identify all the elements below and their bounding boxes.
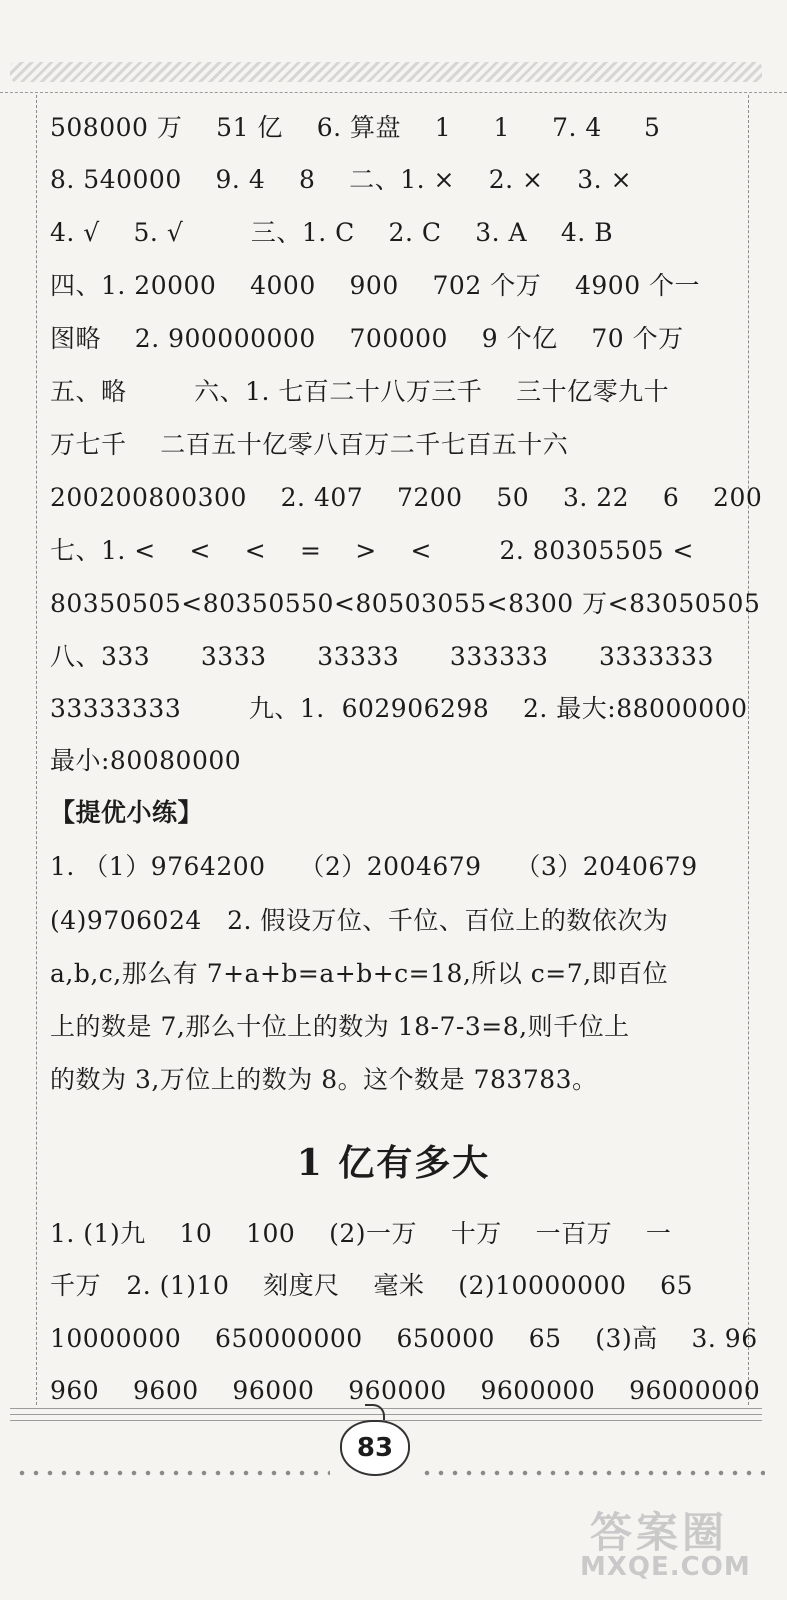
answer-line-16: (4)9706024 2. 假设万位、千位、百位上的数依次为 [50, 906, 669, 935]
watermark-cn: 答案圈 [590, 1508, 729, 1557]
watermark-logo [560, 1500, 780, 1590]
answer-line-8: 200200800300 2. 407 7200 50 3. 22 6 200 [50, 483, 763, 512]
answer-line-3: 4. √ 5. √ 三、1. C 2. C 3. A 4. B [50, 218, 614, 247]
answer-line-9: 七、1. < < < = > < 2. 80305505 < [50, 536, 694, 565]
answer-line-10: 80350505<80350550<80503055<8300 万<83050505 [50, 589, 761, 618]
watermark-en: MXQE.COM [580, 1552, 751, 1582]
left-dot-border [15, 1468, 330, 1478]
page-number: 83 [356, 1433, 394, 1463]
answer-line-5: 图略 2. 900000000 700000 9 个亿 70 个万 [50, 324, 684, 353]
answer-line-21: 千万 2. (1)10 刻度尺 毫米 (2)10000000 65 [50, 1271, 693, 1300]
section-title-tiyou: 【提优小练】 [50, 798, 204, 827]
page-number-badge [340, 1420, 410, 1476]
answer-line-20: 1. (1)九 10 100 (2)一万 十万 一百万 一 [50, 1219, 672, 1248]
right-margin-line [748, 95, 749, 1405]
top-dashed-divider [0, 92, 787, 93]
answer-line-11: 八、333 3333 33333 333333 3333333 [50, 642, 714, 671]
top-decorative-band [10, 62, 762, 82]
answer-line-6: 五、略 六、1. 七百二十八万三千 三十亿零九十 [50, 377, 670, 406]
answer-line-13: 最小:80080000 [50, 746, 242, 775]
answer-line-1: 508000 万 51 亿 6. 算盘 1 1 7. 4 5 [50, 113, 661, 142]
right-dot-border [420, 1468, 765, 1478]
left-margin-line [36, 95, 37, 1405]
section-heading: 1 亿有多大 [296, 1142, 491, 1184]
answer-line-15: 1. （1）9764200 （2）2004679 （3）2040679 [50, 852, 698, 881]
answer-line-18: 上的数是 7,那么十位上的数为 18-7-3=8,则千位上 [50, 1012, 630, 1041]
answer-line-4: 四、1. 20000 4000 900 702 个万 4900 个一 [50, 271, 701, 300]
answer-line-19: 的数为 3,万位上的数为 8。这个数是 783783。 [50, 1065, 598, 1094]
answer-line-7: 万七千 二百五十亿零八百万二千七百五十六 [50, 430, 569, 459]
answer-line-12: 33333333 九、1. 602906298 2. 最大:88000000 [50, 694, 748, 723]
answer-line-22: 10000000 650000000 650000 65 (3)高 3. 96 [50, 1324, 758, 1353]
answer-line-17: a,b,c,那么有 7+a+b=a+b+c=18,所以 c=7,即百位 [50, 959, 669, 988]
answer-line-23: 960 9600 96000 960000 9600000 96000000 [50, 1376, 761, 1405]
answer-line-2: 8. 540000 9. 4 8 二、1. × 2. × 3. × [50, 165, 633, 194]
